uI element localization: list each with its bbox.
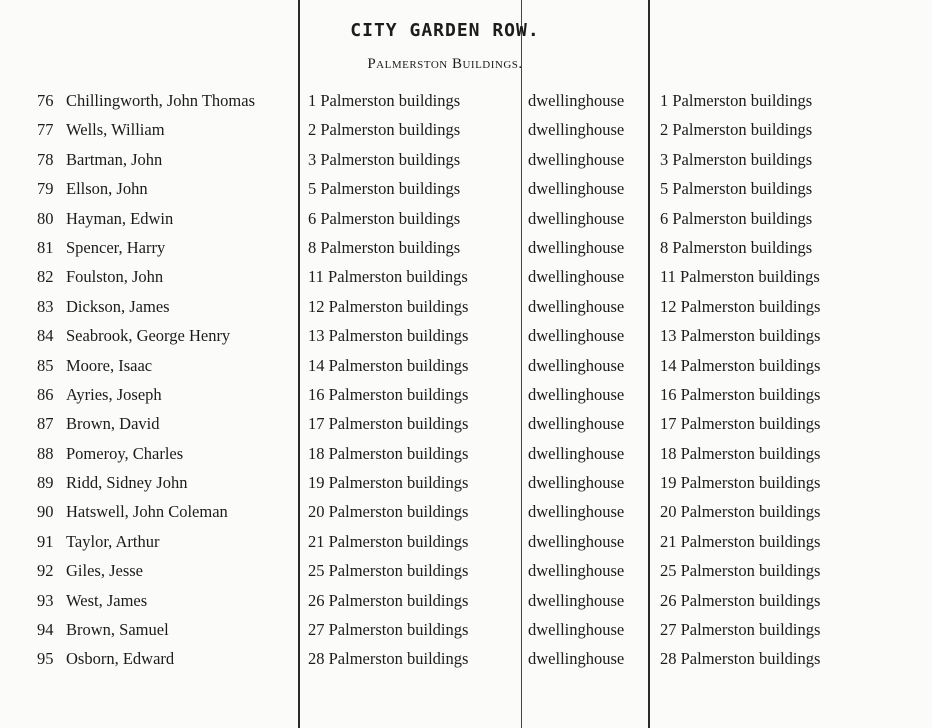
qualifying-property: 19 Palmerston buildings [308,473,469,493]
entry-number: 79 [37,179,54,199]
voter-name: Seabrook, George Henry [66,326,231,346]
register-row [0,470,932,499]
entry-number: 81 [37,237,54,257]
place-of-abode: 12 Palmerston buildings [660,296,821,316]
property-nature: dwellinghouse [528,237,625,257]
property-nature: dwellinghouse [528,590,625,610]
entry-number: 83 [37,296,54,316]
property-nature: dwellinghouse [528,531,625,551]
voter-name: Brown, David [66,414,160,434]
place-of-abode: 8 Palmerston buildings [660,237,813,257]
qualifying-property: 3 Palmerston buildings [308,149,461,169]
qualifying-property: 12 Palmerston buildings [308,296,469,316]
property-nature: dwellinghouse [528,91,625,110]
voter-name: Bartman, John [66,149,163,169]
place-of-abode: 1 Palmerston buildings [660,91,813,110]
block-subtitle: Palmerston Buildings. [367,56,523,72]
property-nature: dwellinghouse [528,267,625,287]
voter-name: Dickson, James [66,296,170,316]
voter-name: Spencer, Harry [66,237,166,257]
voter-name: Giles, Jesse [66,561,143,581]
entry-number: 85 [37,355,54,375]
qualifying-property: 27 Palmerston buildings [308,620,469,640]
property-nature: dwellinghouse [528,208,625,228]
voter-name: Ridd, Sidney John [66,473,188,493]
place-of-abode: 25 Palmerston buildings [660,561,821,581]
entry-number: 86 [37,384,54,404]
voter-name: Ellson, John [66,179,148,199]
place-of-abode: 18 Palmerston buildings [660,443,821,463]
place-of-abode: 26 Palmerston buildings [660,590,821,610]
property-nature: dwellinghouse [528,296,625,316]
entry-number: 84 [37,326,54,346]
register-row [0,499,932,528]
property-nature: dwellinghouse [528,414,625,434]
entry-number: 89 [37,473,54,493]
qualifying-property: 8 Palmerston buildings [308,237,461,257]
place-of-abode: 11 Palmerston buildings [660,267,820,287]
register-entries [0,88,932,676]
place-of-abode: 17 Palmerston buildings [660,414,821,434]
register-row [0,235,932,264]
qualifying-property: 26 Palmerston buildings [308,590,469,610]
qualifying-property: 13 Palmerston buildings [308,326,469,346]
qualifying-property: 20 Palmerston buildings [308,502,469,522]
qualifying-property: 14 Palmerston buildings [308,355,469,375]
register-row [0,441,932,470]
entry-number: 95 [37,649,54,669]
voter-name: Hatswell, John Coleman [66,502,228,522]
entry-number: 94 [37,620,54,640]
voter-name: Ayries, Joseph [66,384,162,404]
entry-number: 87 [37,414,54,434]
place-of-abode: 20 Palmerston buildings [660,502,821,522]
register-row [0,382,932,411]
qualifying-property: 21 Palmerston buildings [308,531,469,551]
qualifying-property: 1 Palmerston buildings [308,91,461,110]
place-of-abode: 5 Palmerston buildings [660,179,813,199]
entry-number: 76 [37,91,54,110]
voter-name: Moore, Isaac [66,355,153,375]
entry-number: 78 [37,149,54,169]
entry-number: 91 [37,531,54,551]
qualifying-property: 11 Palmerston buildings [308,267,468,287]
place-of-abode: 16 Palmerston buildings [660,384,821,404]
place-of-abode: 27 Palmerston buildings [660,620,821,640]
place-of-abode: 6 Palmerston buildings [660,208,813,228]
voter-name: Hayman, Edwin [66,208,174,228]
qualifying-property: 16 Palmerston buildings [308,384,469,404]
property-nature: dwellinghouse [528,149,625,169]
entry-number: 82 [37,267,54,287]
place-of-abode: 28 Palmerston buildings [660,649,821,669]
entry-number: 80 [37,208,54,228]
entry-number: 77 [37,120,54,140]
voter-name: Wells, William [66,120,165,140]
voter-name: Osborn, Edward [66,649,175,669]
register-row [0,117,932,146]
register-row [0,88,932,117]
voter-name: Chillingworth, John Thomas [66,91,255,110]
property-nature: dwellinghouse [528,649,625,669]
qualifying-property: 18 Palmerston buildings [308,443,469,463]
voter-name: West, James [66,590,148,610]
property-nature: dwellinghouse [528,502,625,522]
register-row [0,588,932,617]
register-row [0,294,932,323]
property-nature: dwellinghouse [528,120,625,140]
place-of-abode: 14 Palmerston buildings [660,355,821,375]
register-row [0,147,932,176]
register-row [0,353,932,382]
voter-name: Pomeroy, Charles [66,443,184,463]
register-row [0,323,932,352]
register-row [0,558,932,587]
register-row [0,411,932,440]
property-nature: dwellinghouse [528,326,625,346]
property-nature: dwellinghouse [528,620,625,640]
register-row [0,646,932,675]
street-title: CITY GARDEN ROW. [350,20,540,41]
qualifying-property: 2 Palmerston buildings [308,120,461,140]
entry-number: 88 [37,443,54,463]
qualifying-property: 25 Palmerston buildings [308,561,469,581]
property-nature: dwellinghouse [528,473,625,493]
place-of-abode: 21 Palmerston buildings [660,531,821,551]
property-nature: dwellinghouse [528,355,625,375]
register-row [0,176,932,205]
entry-number: 90 [37,502,54,522]
voter-name: Foulston, John [66,267,164,287]
property-nature: dwellinghouse [528,179,625,199]
voter-name: Brown, Samuel [66,620,169,640]
property-nature: dwellinghouse [528,561,625,581]
place-of-abode: 19 Palmerston buildings [660,473,821,493]
entry-number: 92 [37,561,54,581]
register-row [0,264,932,293]
qualifying-property: 17 Palmerston buildings [308,414,469,434]
property-nature: dwellinghouse [528,443,625,463]
place-of-abode: 13 Palmerston buildings [660,326,821,346]
register-row [0,617,932,646]
qualifying-property: 5 Palmerston buildings [308,179,461,199]
place-of-abode: 3 Palmerston buildings [660,149,813,169]
place-of-abode: 2 Palmerston buildings [660,120,813,140]
property-nature: dwellinghouse [528,384,625,404]
qualifying-property: 28 Palmerston buildings [308,649,469,669]
entry-number: 93 [37,590,54,610]
qualifying-property: 6 Palmerston buildings [308,208,461,228]
voter-name: Taylor, Arthur [66,531,160,551]
register-row [0,529,932,558]
register-row [0,206,932,235]
